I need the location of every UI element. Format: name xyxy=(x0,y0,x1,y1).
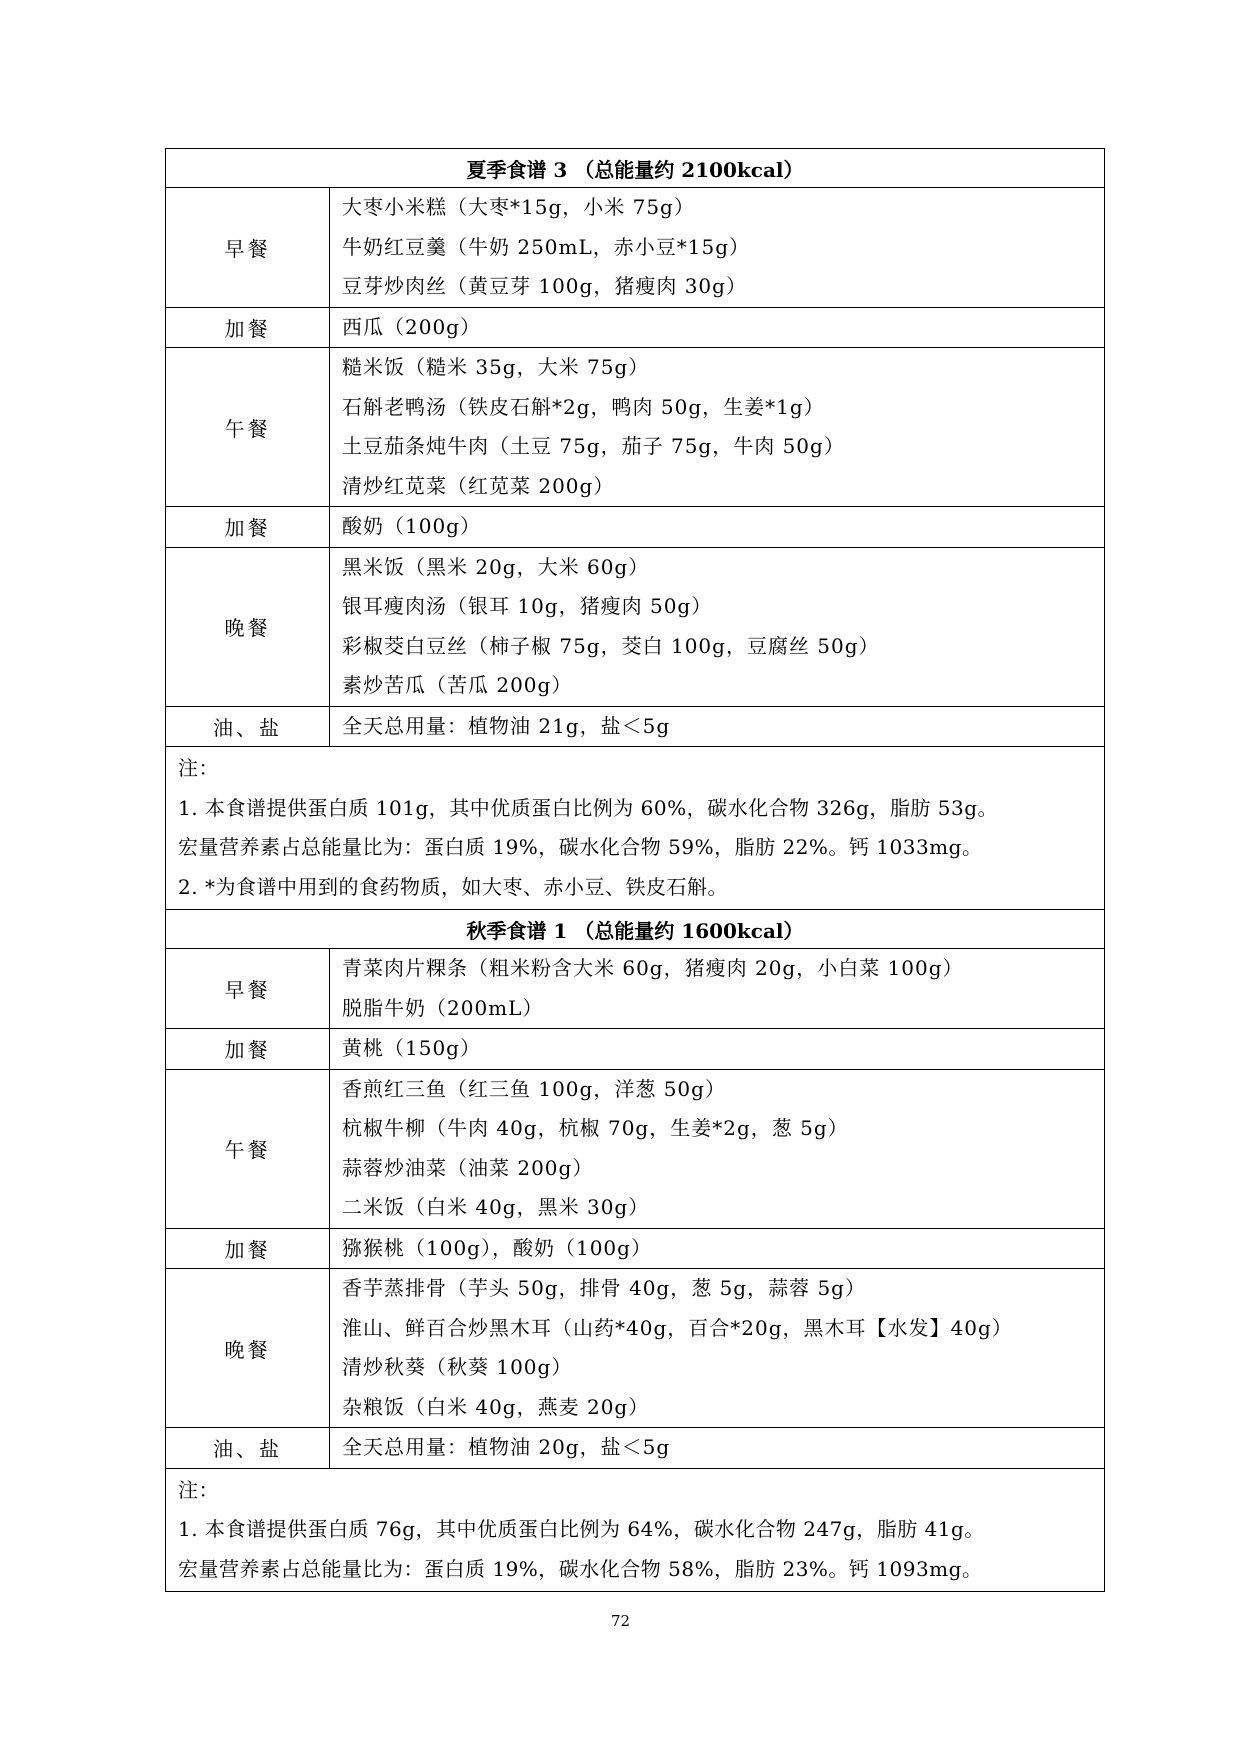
dish-item: 西瓜（200g） xyxy=(342,314,481,339)
meal-label: 午餐 xyxy=(166,1069,330,1228)
dish-item: 香芋蒸排骨（芋头 50g，排骨 40g，葱 5g，蒜蓉 5g） xyxy=(342,1276,866,1300)
dish-item: 青菜肉片粿条（粗米粉含大米 60g，猪瘦肉 20g，小白菜 100g） xyxy=(342,956,964,980)
dish-list xyxy=(330,706,1105,747)
dish-item: 香煎红三鱼（红三鱼 100g，洋葱 50g） xyxy=(342,1076,726,1101)
dish-item: 酸奶（100g） xyxy=(342,514,481,538)
dish-list xyxy=(330,1228,1105,1269)
meal-row xyxy=(166,1069,1105,1228)
note-line: 1. 本食谱提供蛋白质 101g，其中优质蛋白比例为 60%，碳水化合物 326g，脂肪 53g。 xyxy=(178,795,999,820)
meal-row xyxy=(166,348,1105,507)
dish-list xyxy=(330,507,1105,548)
dish-item: 清炒秋葵（秋葵 100g） xyxy=(342,1355,573,1379)
dish-list xyxy=(330,1428,1105,1469)
note-line: 宏量营养素占总能量比为：蛋白质 19%，碳水化合物 59%，脂肪 22%。钙 1033mg。 xyxy=(178,835,983,859)
note-line: 注： xyxy=(178,1477,219,1502)
meal-row xyxy=(166,1269,1105,1428)
meal-label: 早餐 xyxy=(166,949,330,1029)
dish-item: 大枣小米糕（大枣*15g，小米 75g） xyxy=(342,195,695,219)
meal-label: 加餐 xyxy=(166,1228,330,1269)
dish-item: 牛奶红豆羹（牛奶 250mL，赤小豆*15g） xyxy=(342,234,751,259)
meal-row xyxy=(166,949,1105,1029)
meal-row xyxy=(166,307,1105,348)
meal-label: 晚餐 xyxy=(166,1269,330,1428)
dish-list xyxy=(330,1029,1105,1070)
dish-list xyxy=(330,1269,1105,1428)
dish-list xyxy=(330,188,1105,308)
dish-item: 彩椒茭白豆丝（柿子椒 75g，茭白 100g，豆腐丝 50g） xyxy=(342,633,880,658)
section-title-row xyxy=(166,910,1105,949)
note-line: 宏量营养素占总能量比为：蛋白质 19%，碳水化合物 58%，脂肪 23%。钙 1093mg。 xyxy=(178,1556,983,1581)
meal-label: 晚餐 xyxy=(166,547,330,706)
dish-list xyxy=(330,949,1105,1029)
meal-label: 加餐 xyxy=(166,507,330,548)
meal-label: 加餐 xyxy=(166,1029,330,1070)
notes xyxy=(166,1468,1105,1592)
notes xyxy=(166,747,1105,910)
meal-row xyxy=(166,188,1105,308)
dish-item: 猕猴桃（100g），酸奶（100g） xyxy=(342,1235,652,1260)
dish-item: 杭椒牛柳（牛肉 40g，杭椒 70g，生姜*2g，葱 5g） xyxy=(342,1116,849,1140)
section-title: 秋季食谱 1 （总能量约 1600kcal） xyxy=(166,910,1105,949)
dish-item: 清炒红苋菜（红苋菜 200g） xyxy=(342,473,615,498)
notes-row xyxy=(166,1468,1105,1592)
meal-label: 午餐 xyxy=(166,348,330,507)
dish-item: 杂粮饭（白米 40g，燕麦 20g） xyxy=(342,1394,650,1419)
menu-table-body xyxy=(166,149,1105,1592)
notes-row xyxy=(166,747,1105,910)
meal-row xyxy=(166,1228,1105,1269)
dish-item: 淮山、鲜百合炒黑木耳（山药*40g，百合*20g，黑木耳【水发】40g） xyxy=(342,1315,1013,1340)
dish-list xyxy=(330,547,1105,706)
meal-row xyxy=(166,547,1105,706)
section-title-row xyxy=(166,149,1105,188)
dish-item: 糙米饭（糙米 35g，大米 75g） xyxy=(342,355,650,379)
dish-item: 豆芽炒肉丝（黄豆芽 100g，猪瘦肉 30g） xyxy=(342,274,747,298)
dish-item: 二米饭（白米 40g，黑米 30g） xyxy=(342,1195,650,1219)
note-line: 1. 本食谱提供蛋白质 76g，其中优质蛋白比例为 64%，碳水化合物 247g，脂肪 41g。 xyxy=(178,1517,985,1541)
note-line: 2. *为食谱中用到的食药物质，如大枣、赤小豆、铁皮石斛。 xyxy=(178,874,728,899)
meal-row xyxy=(166,1428,1105,1469)
dish-list xyxy=(330,348,1105,507)
dish-list xyxy=(330,307,1105,348)
meal-label: 加餐 xyxy=(166,307,330,348)
dish-list xyxy=(330,1069,1105,1228)
dish-item: 黑米饭（黑米 20g，大米 60g） xyxy=(342,554,650,579)
note-line: 注： xyxy=(178,756,219,780)
dish-item: 素炒苦瓜（苦瓜 200g） xyxy=(342,673,573,697)
meal-label: 油、盐 xyxy=(166,1428,330,1469)
dish-item: 土豆茄条炖牛肉（土豆 75g，茄子 75g，牛肉 50g） xyxy=(342,434,845,458)
dish-item: 蒜蓉炒油菜（油菜 200g） xyxy=(342,1155,594,1180)
menu-table xyxy=(165,148,1105,1592)
meal-label: 油、盐 xyxy=(166,706,330,747)
meal-row xyxy=(166,706,1105,747)
dish-item: 黄桃（150g） xyxy=(342,1036,481,1060)
dish-item: 银耳瘦肉汤（银耳 10g，猪瘦肉 50g） xyxy=(342,594,713,618)
meal-row xyxy=(166,1029,1105,1070)
dish-item: 脱脂牛奶（200mL） xyxy=(342,995,544,1020)
dish-item: 全天总用量：植物油 20g，盐＜5g xyxy=(342,1435,671,1459)
meal-label: 早餐 xyxy=(166,188,330,308)
meal-row xyxy=(166,507,1105,548)
section-title: 夏季食谱 3 （总能量约 2100kcal） xyxy=(166,149,1105,188)
dish-item: 全天总用量：植物油 21g，盐＜5g xyxy=(342,713,671,738)
page-number: 72 xyxy=(610,1612,631,1630)
dish-item: 石斛老鸭汤（铁皮石斛*2g，鸭肉 50g，生姜*1g） xyxy=(342,394,825,419)
